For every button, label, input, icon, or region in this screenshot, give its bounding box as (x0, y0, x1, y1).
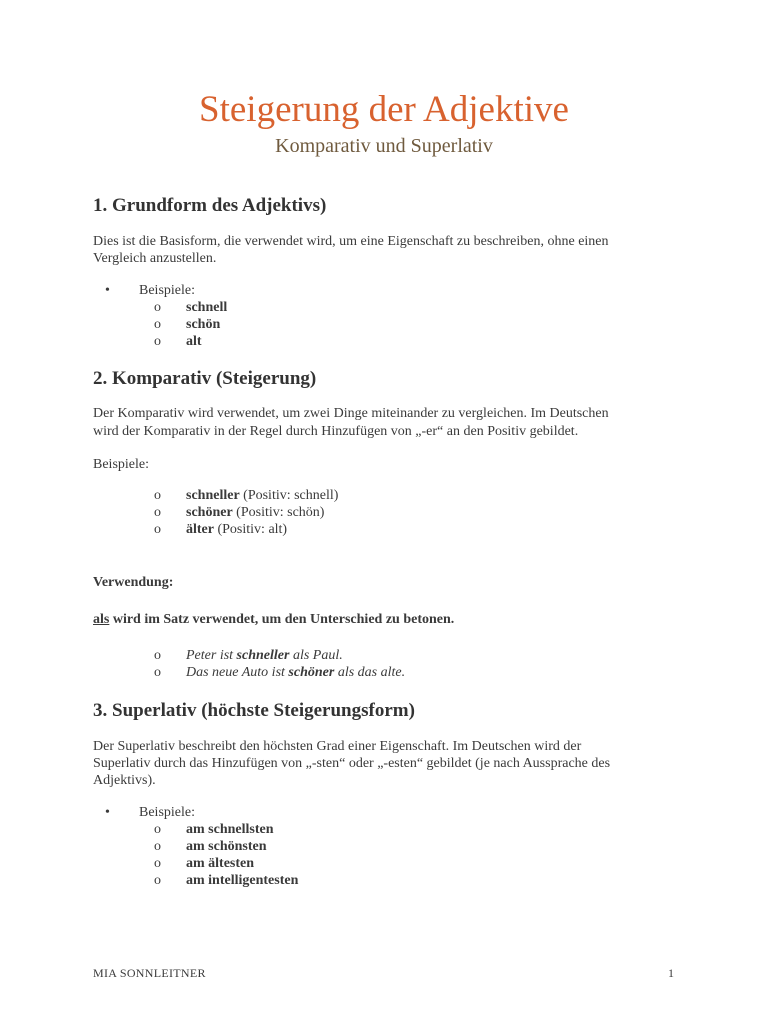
positive-form: (Positiv: alt) (213, 522, 288, 537)
circle-marker-icon: o (154, 317, 161, 332)
circle-marker-icon: o (154, 665, 161, 680)
document-subtitle: Komparativ und Superlativ (275, 135, 493, 157)
section-2-text-line-2: wird der Komparativ in der Regel durch Hinzufügen von „-er“ an den Positiv gebildet. (93, 424, 579, 439)
circle-marker-icon: o (154, 648, 161, 663)
comparative-word: schneller (186, 488, 240, 503)
section-3-text-line-2: Superlativ durch das Hinzufügen von „-sten“ oder „-esten“ gebildet (je nach Aussprache des (93, 756, 611, 771)
sentence-part: Peter ist (186, 648, 237, 663)
section-3-text-line-3: Adjektivs). (93, 773, 156, 788)
list-item: schön (186, 317, 221, 332)
example-sentence (186, 647, 343, 664)
section-1-heading: 1. Grundform des Adjektivs) (93, 195, 327, 216)
sentence-part: als Paul. (289, 648, 343, 663)
list-item: am ältesten (186, 856, 255, 871)
section-3-text-line-1: Der Superlativ beschreibt den höchsten Grad einer Eigenschaft. Im Deutschen wird der (93, 739, 582, 754)
bullet-icon: • (105, 805, 110, 820)
section-3-examples-label: Beispiele: (139, 805, 195, 820)
section-1-text-line-1: Dies ist die Basisform, die verwendet wird, um eine Eigenschaft zu beschreiben, ohne einen (93, 234, 609, 249)
list-item: am schnellsten (186, 822, 274, 837)
section-1-text-line-2: Vergleich anzustellen. (93, 251, 217, 266)
list-item: alt (186, 334, 202, 349)
bullet-icon: • (105, 283, 110, 298)
circle-marker-icon: o (154, 334, 161, 349)
positive-form: (Positiv: schnell) (239, 488, 339, 503)
section-2-text-line-1: Der Komparativ wird verwendet, um zwei Dinge miteinander zu vergleichen. Im Deutschen (93, 406, 609, 421)
example-sentence (186, 664, 405, 681)
list-item (186, 487, 338, 504)
list-item (186, 504, 324, 521)
usage-sentence: wird im Satz verwendet, um den Unterschied zu betonen. (109, 612, 455, 627)
circle-marker-icon: o (154, 522, 161, 537)
circle-marker-icon: o (154, 873, 161, 888)
positive-form: (Positiv: schön) (232, 505, 325, 520)
circle-marker-icon: o (154, 300, 161, 315)
sentence-part: Das neue Auto ist (186, 665, 289, 680)
sentence-highlight: schneller (236, 648, 290, 663)
list-item: am intelligentesten (186, 873, 299, 888)
circle-marker-icon: o (154, 488, 161, 503)
section-2-heading: 2. Komparativ (Steigerung) (93, 368, 317, 389)
usage-label: Verwendung: (93, 575, 174, 590)
page-number: 1 (668, 966, 675, 980)
circle-marker-icon: o (154, 839, 161, 854)
circle-marker-icon: o (154, 822, 161, 837)
section-2-examples-label: Beispiele: (93, 457, 149, 472)
list-item: am schönsten (186, 839, 267, 854)
sentence-part: als das alte. (334, 665, 406, 680)
circle-marker-icon: o (154, 856, 161, 871)
document-title: Steigerung der Adjektive (199, 89, 569, 130)
comparative-word: schöner (186, 505, 233, 520)
section-1-examples-label: Beispiele: (139, 283, 195, 298)
list-item (186, 521, 287, 538)
footer-author: MIA SONNLEITNER (93, 966, 206, 980)
sentence-highlight: schöner (288, 665, 335, 680)
usage-text (93, 611, 673, 628)
als-word: als (93, 612, 110, 627)
list-item: schnell (186, 300, 228, 315)
section-3-heading: 3. Superlativ (höchste Steigerungsform) (93, 700, 415, 721)
circle-marker-icon: o (154, 505, 161, 520)
comparative-word: älter (186, 522, 214, 537)
